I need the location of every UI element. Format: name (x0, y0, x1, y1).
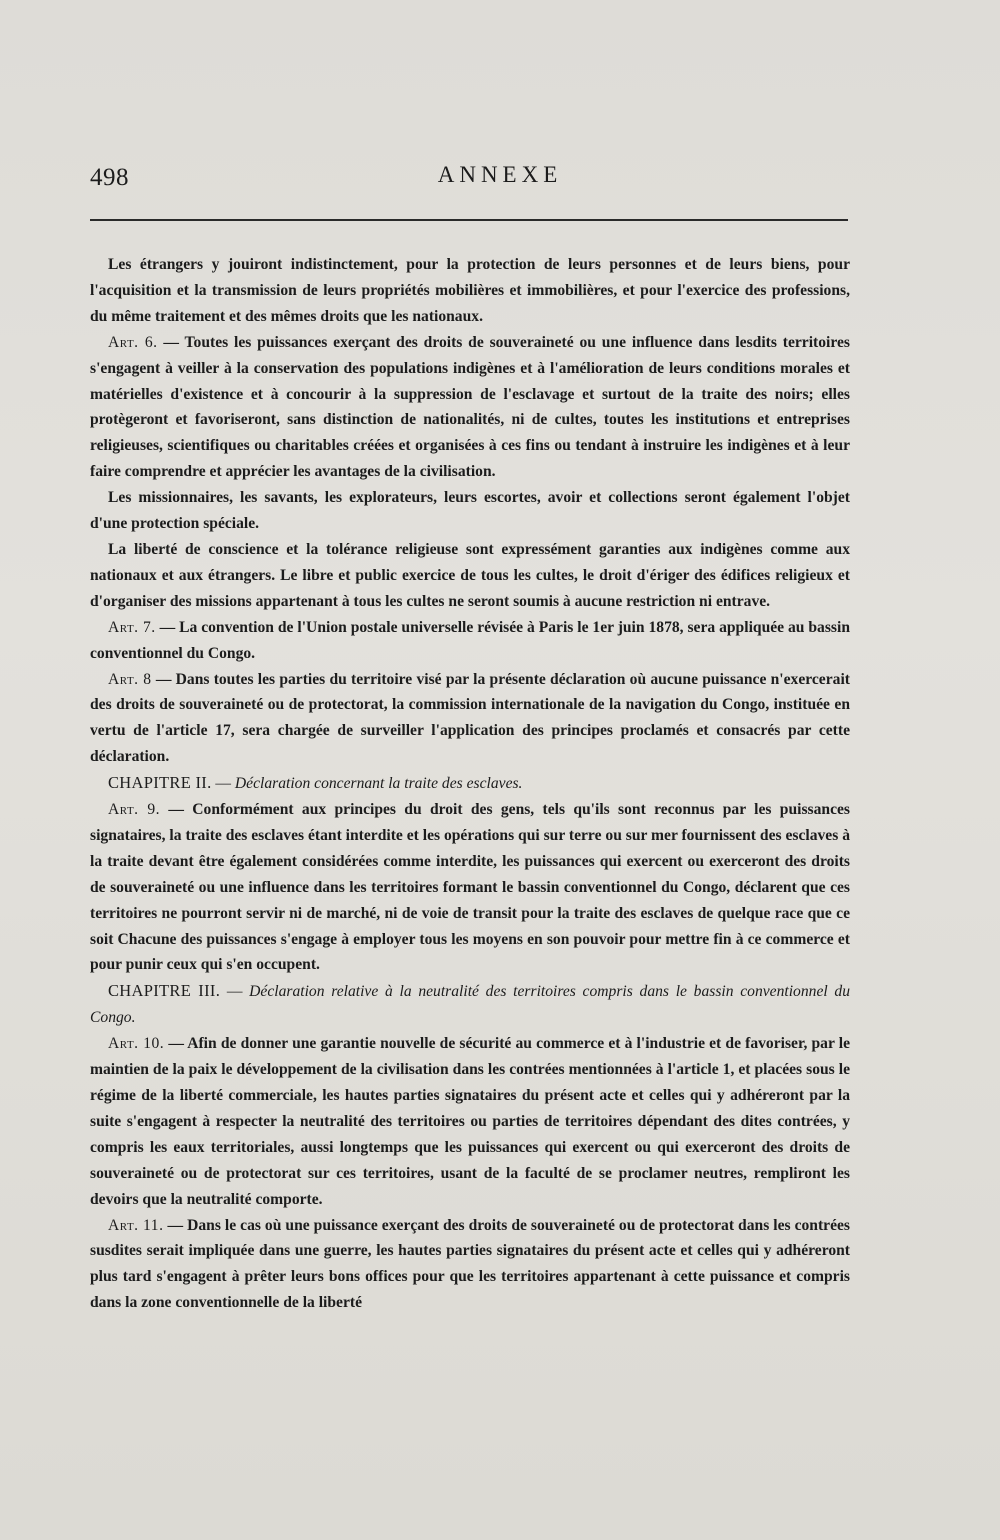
paragraph-text: Les missionnaires, les savants, les explorateurs, leurs escortes, avoir et collections seront également l'objet d'une protection spéciale. (90, 489, 850, 533)
article-7 (90, 615, 850, 667)
article-label: Art. 7. (108, 618, 156, 636)
paragraph-text: Les étrangers y jouiront indistinctement, pour la protection de leurs personnes et de leurs biens, pour l'acquisition et la transmission de leurs propriétés mobilières et immobilières, et pour l'exercice des professions, du même traitement et des mêmes droits que les nationaux. (90, 256, 850, 325)
article-text: — Dans le cas où une puissance exerçant des droits de souveraineté ou de protectorat dans les contrées susdites serait impliquée dans une guerre, les hautes parties signataires du présent acte et celles qui y adhéreront plus tard s'engagent à prêter leurs bons offices pour que les territoires appartenant à cette puissance et compris dans la zone conventionnelle de la liberté (90, 1216, 851, 1312)
article-text: — Toutes les puissances exerçant des droits de souveraineté ou une influence dans lesdits territoires s'engagent à veiller à la conservation des populations indigènes et à l'amélioration de leurs conditions morales et matérielles d'existence et à concourir à la suppression de l'esclavage et surtout de la traite des noirs; elles protègeront et favoriseront, sans distinction de nationalités, ni de cultes, toutes les institutions et entreprises religieuses, scientifiques ou charitables créées et organisées à ces fins ou tendant à instruire les indigènes et à leur faire comprendre et apprécier les avantages de la civilisation. (90, 333, 850, 481)
article-10 (90, 1031, 850, 1212)
article-text: — Afin de donner une garantie nouvelle de sécurité au commerce et à l'industrie et de favoriser, par le maintien de la paix le développement de la civilisation dans les contrées mentionnées à l'article 1, et placées sous le régime de la liberté commerciale, les hautes parties signataires du présent acte et celles qui y adhéreront par la suite s'engagent à respecter la neutralité des territoires ou parties de territoires dépendant des dites contrées, y compris les eaux territoriales, aussi longtemps que les puissances qui exercent ou qui exerceront des droits de souveraineté ou de protectorat sur ces territoires, usant de la faculté de se proclamer neutres, rempliront les devoirs que la neutralité comporte. (90, 1035, 851, 1208)
article-label: Art. 10. (108, 1035, 165, 1053)
paragraph-text: La liberté de conscience et la tolérance religieuse sont expressément garanties aux indigènes comme aux nationaux et aux étrangers. Le libre et public exercice de tous les cultes, le droit d'ériger des édifices religieux et d'organiser des missions appartenant à tous les cultes ne seront soumis à aucune restriction ni entrave. (90, 540, 850, 610)
chapter-title: Déclaration concernant la traite des esclaves. (234, 775, 523, 793)
article-11 (90, 1213, 850, 1317)
chapter-3-heading (90, 978, 850, 1031)
running-title: ANNEXE (437, 162, 563, 187)
paragraph (90, 485, 850, 537)
paragraph (90, 252, 850, 330)
article-label: Art. 9. (108, 801, 161, 819)
chapter-dash: — (220, 983, 250, 1001)
chapter-label: CHAPITRE III. (108, 981, 221, 1001)
article-6 (90, 330, 850, 485)
article-8 (90, 667, 850, 771)
article-text: — Conformément aux principes du droit des gens, tels qu'ils sont reconnus par les puissances signataires, la traite des esclaves étant interdite et les opérations qui sur terre ou sur mer fournissent des esclaves à la traite devant être également considérées comme interdite, les puissances qui exercent ou exerceront des droits de souveraineté ou une influence dans les territoires formant le bassin conventionnel du Congo, déclarent que ces territoires ne pourront servir ni de marché, ni de voie de transit pour la traite des esclaves de quelque race que ce soit Chacune des puissances s'engage à employer tous les moyens en son pouvoir pour mettre fin à ce commerce et pour punir ceux qui s'en occupent. (90, 801, 850, 974)
header-rule (90, 219, 848, 221)
paragraph (90, 537, 850, 615)
article-label: Art. 6. (108, 333, 158, 351)
chapter-2-heading (90, 770, 850, 797)
chapter-dash: — (211, 775, 235, 793)
article-9 (90, 797, 850, 978)
article-text: — La convention de l'Union postale universelle révisée à Paris le 1er juin 1878, sera appliquée au bassin conventionnel du Congo. (90, 618, 850, 662)
article-text: — Dans toutes les parties du territoire visé par la présente déclaration où aucune puissance n'exercerait des droits de souveraineté ou de protectorat, la commission internationale de la navigation du Congo, instituée en vertu de l'article 17, sera chargée de surveiller l'application des principes proclamés et consacrés par cette déclaration. (90, 670, 850, 766)
article-label: Art. 11. (108, 1216, 164, 1234)
article-label: Art. 8 (108, 670, 152, 688)
page-number: 498 (90, 164, 129, 191)
chapter-title: Déclaration relative à la neutralité des territoires compris dans le bassin conventionnel du Congo. (90, 983, 851, 1027)
chapter-label: CHAPITRE II. (108, 773, 212, 793)
page-header (90, 158, 850, 198)
body-text (90, 252, 850, 1316)
